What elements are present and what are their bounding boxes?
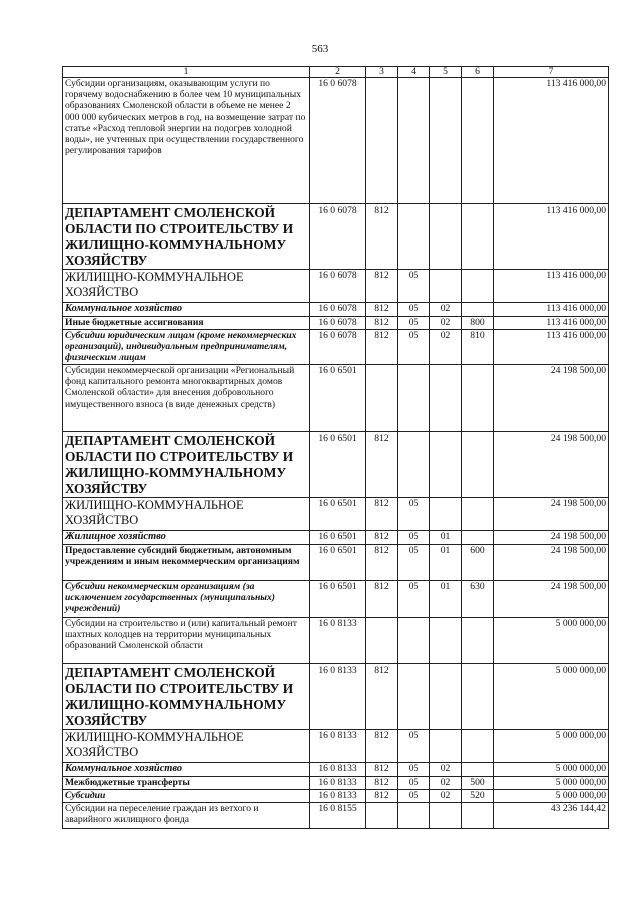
column-header-7: 7 bbox=[494, 67, 609, 78]
cell-rz: 05 bbox=[398, 763, 430, 777]
cell-name: Субсидии на строительство и (или) капитальный ремонт шахтных колодцев на территории муниципальных образований Смоленской области bbox=[63, 618, 310, 664]
cell-ved: 812 bbox=[366, 777, 398, 790]
table-row bbox=[63, 790, 609, 803]
cell-sum: 24 198 500,00 bbox=[494, 365, 609, 432]
cell-vr bbox=[462, 270, 494, 303]
table-row bbox=[63, 763, 609, 777]
cell-vr bbox=[462, 432, 494, 498]
cell-name: Межбюджетные трансферты bbox=[63, 777, 310, 790]
table-row bbox=[63, 204, 609, 270]
cell-name: ЖИЛИЩНО-КОММУНАЛЬНОЕ ХОЗЯЙСТВО bbox=[63, 730, 310, 763]
cell-ved: 812 bbox=[366, 581, 398, 618]
table-row bbox=[63, 803, 609, 829]
cell-code: 16 0 6078 bbox=[310, 330, 366, 365]
table-row bbox=[63, 78, 609, 204]
cell-pr: 01 bbox=[430, 581, 462, 618]
cell-code: 16 0 6501 bbox=[310, 432, 366, 498]
cell-ved: 812 bbox=[366, 303, 398, 317]
table-row bbox=[63, 777, 609, 790]
cell-vr bbox=[462, 78, 494, 204]
cell-vr bbox=[462, 803, 494, 829]
cell-rz bbox=[398, 618, 430, 664]
cell-sum: 24 198 500,00 bbox=[494, 545, 609, 581]
cell-code: 16 0 8133 bbox=[310, 664, 366, 730]
cell-ved: 812 bbox=[366, 498, 398, 531]
table-row bbox=[63, 317, 609, 330]
cell-code: 16 0 8133 bbox=[310, 790, 366, 803]
cell-name: Предоставление субсидий бюджетным, автономным учреждениям и иным некоммерческим организациям bbox=[63, 545, 310, 581]
cell-vr bbox=[462, 531, 494, 545]
cell-rz bbox=[398, 78, 430, 204]
cell-rz: 05 bbox=[398, 777, 430, 790]
table-row bbox=[63, 545, 609, 581]
cell-ved: 812 bbox=[366, 330, 398, 365]
page-number: 563 bbox=[311, 43, 329, 55]
cell-name: ЖИЛИЩНО-КОММУНАЛЬНОЕ ХОЗЯЙСТВО bbox=[63, 270, 310, 303]
table-row bbox=[63, 531, 609, 545]
cell-rz: 05 bbox=[398, 531, 430, 545]
cell-code: 16 0 6501 bbox=[310, 498, 366, 531]
cell-sum: 43 236 144,42 bbox=[494, 803, 609, 829]
cell-pr bbox=[430, 365, 462, 432]
cell-pr bbox=[430, 204, 462, 270]
column-header-5: 5 bbox=[430, 67, 462, 78]
cell-ved: 812 bbox=[366, 531, 398, 545]
cell-name: ДЕПАРТАМЕНТ СМОЛЕНСКОЙ ОБЛАСТИ ПО СТРОИТЕЛЬСТВУ И ЖИЛИЩНО-КОММУНАЛЬНОМУ ХОЗЯЙСТВУ bbox=[63, 432, 310, 498]
cell-pr: 02 bbox=[430, 777, 462, 790]
cell-vr: 500 bbox=[462, 777, 494, 790]
cell-sum: 5 000 000,00 bbox=[494, 618, 609, 664]
table-row bbox=[63, 581, 609, 618]
cell-name: Субсидии организациям, оказывающим услуги по горячему водоснабжению в более чем 10 муниципальных образованиях Смоленской области в объеме не менее 2 000 000 кубических метров в год, на возмещение затрат по статье «Расход тепловой энергии на подогрев холодной воды», не учтенных при осуществлении государственного регулирования тарифов bbox=[63, 78, 310, 204]
cell-name: ЖИЛИЩНО-КОММУНАЛЬНОЕ ХОЗЯЙСТВО bbox=[63, 498, 310, 531]
table-body bbox=[63, 78, 609, 829]
cell-sum: 5 000 000,00 bbox=[494, 730, 609, 763]
cell-ved: 812 bbox=[366, 270, 398, 303]
cell-code: 16 0 8155 bbox=[310, 803, 366, 829]
cell-pr bbox=[430, 78, 462, 204]
cell-pr: 02 bbox=[430, 317, 462, 330]
cell-pr bbox=[430, 618, 462, 664]
cell-name: Субсидии на переселение граждан из ветхого и аварийного жилищного фонда bbox=[63, 803, 310, 829]
cell-pr bbox=[430, 498, 462, 531]
cell-name: Коммунальное хозяйство bbox=[63, 303, 310, 317]
cell-rz: 05 bbox=[398, 303, 430, 317]
cell-vr bbox=[462, 730, 494, 763]
column-header-1: 1 bbox=[63, 67, 310, 78]
table-row bbox=[63, 270, 609, 303]
cell-rz: 05 bbox=[398, 790, 430, 803]
cell-sum: 113 416 000,00 bbox=[494, 204, 609, 270]
cell-rz: 05 bbox=[398, 317, 430, 330]
cell-sum: 113 416 000,00 bbox=[494, 303, 609, 317]
cell-ved: 812 bbox=[366, 432, 398, 498]
cell-ved bbox=[366, 803, 398, 829]
cell-ved: 812 bbox=[366, 317, 398, 330]
cell-rz: 05 bbox=[398, 330, 430, 365]
table-row bbox=[63, 664, 609, 730]
cell-pr: 02 bbox=[430, 763, 462, 777]
table-row bbox=[63, 330, 609, 365]
cell-ved: 812 bbox=[366, 730, 398, 763]
cell-vr bbox=[462, 303, 494, 317]
cell-rz bbox=[398, 803, 430, 829]
cell-pr: 01 bbox=[430, 531, 462, 545]
cell-sum: 24 198 500,00 bbox=[494, 581, 609, 618]
cell-name: Иные бюджетные ассигнования bbox=[63, 317, 310, 330]
cell-vr bbox=[462, 204, 494, 270]
cell-pr: 02 bbox=[430, 330, 462, 365]
table-row bbox=[63, 432, 609, 498]
cell-rz bbox=[398, 365, 430, 432]
cell-name: Жилищное хозяйство bbox=[63, 531, 310, 545]
cell-sum: 5 000 000,00 bbox=[494, 763, 609, 777]
cell-pr bbox=[430, 664, 462, 730]
cell-vr bbox=[462, 664, 494, 730]
column-header-3: 3 bbox=[366, 67, 398, 78]
cell-ved: 812 bbox=[366, 790, 398, 803]
cell-sum: 24 198 500,00 bbox=[494, 531, 609, 545]
cell-code: 16 0 6078 bbox=[310, 204, 366, 270]
cell-sum: 113 416 000,00 bbox=[494, 78, 609, 204]
cell-vr: 800 bbox=[462, 317, 494, 330]
cell-sum: 24 198 500,00 bbox=[494, 498, 609, 531]
cell-ved bbox=[366, 78, 398, 204]
cell-rz: 05 bbox=[398, 581, 430, 618]
cell-sum: 5 000 000,00 bbox=[494, 777, 609, 790]
cell-vr bbox=[462, 763, 494, 777]
table-row bbox=[63, 618, 609, 664]
cell-code: 16 0 6501 bbox=[310, 365, 366, 432]
budget-table bbox=[62, 66, 609, 829]
cell-vr: 520 bbox=[462, 790, 494, 803]
column-header-2: 2 bbox=[310, 67, 366, 78]
cell-sum: 24 198 500,00 bbox=[494, 432, 609, 498]
cell-vr bbox=[462, 365, 494, 432]
cell-name: Субсидии bbox=[63, 790, 310, 803]
cell-name: ДЕПАРТАМЕНТ СМОЛЕНСКОЙ ОБЛАСТИ ПО СТРОИТЕЛЬСТВУ И ЖИЛИЩНО-КОММУНАЛЬНОМУ ХОЗЯЙСТВУ bbox=[63, 664, 310, 730]
cell-vr: 630 bbox=[462, 581, 494, 618]
cell-name: Коммунальное хозяйство bbox=[63, 763, 310, 777]
table-row bbox=[63, 365, 609, 432]
cell-ved: 812 bbox=[366, 664, 398, 730]
cell-rz: 05 bbox=[398, 730, 430, 763]
table-row bbox=[63, 498, 609, 531]
cell-sum: 5 000 000,00 bbox=[494, 664, 609, 730]
cell-name: Субсидии юридическим лицам (кроме некоммерческих организаций), индивидуальным предпринимателям, физическим лицам bbox=[63, 330, 310, 365]
cell-pr bbox=[430, 270, 462, 303]
cell-rz: 05 bbox=[398, 270, 430, 303]
cell-code: 16 0 8133 bbox=[310, 763, 366, 777]
cell-code: 16 0 6501 bbox=[310, 531, 366, 545]
column-header-6: 6 bbox=[462, 67, 494, 78]
cell-code: 16 0 6501 bbox=[310, 581, 366, 618]
cell-sum: 113 416 000,00 bbox=[494, 270, 609, 303]
cell-code: 16 0 6078 bbox=[310, 303, 366, 317]
cell-rz bbox=[398, 204, 430, 270]
cell-name: ДЕПАРТАМЕНТ СМОЛЕНСКОЙ ОБЛАСТИ ПО СТРОИТЕЛЬСТВУ И ЖИЛИЩНО-КОММУНАЛЬНОМУ ХОЗЯЙСТВУ bbox=[63, 204, 310, 270]
cell-pr: 02 bbox=[430, 790, 462, 803]
cell-rz: 05 bbox=[398, 545, 430, 581]
cell-ved: 812 bbox=[366, 763, 398, 777]
column-header-4: 4 bbox=[398, 67, 430, 78]
cell-code: 16 0 6078 bbox=[310, 270, 366, 303]
table-row bbox=[63, 730, 609, 763]
table-row bbox=[63, 303, 609, 317]
cell-ved: 812 bbox=[366, 545, 398, 581]
cell-rz bbox=[398, 664, 430, 730]
cell-pr: 02 bbox=[430, 303, 462, 317]
cell-name: Субсидии некоммерческим организациям (за исключением государственных (муниципальных) учреждений) bbox=[63, 581, 310, 618]
cell-vr bbox=[462, 498, 494, 531]
table-header-row bbox=[63, 67, 609, 78]
cell-rz bbox=[398, 432, 430, 498]
cell-pr bbox=[430, 432, 462, 498]
cell-ved: 812 bbox=[366, 204, 398, 270]
cell-code: 16 0 6078 bbox=[310, 317, 366, 330]
cell-vr bbox=[462, 618, 494, 664]
cell-vr: 600 bbox=[462, 545, 494, 581]
cell-pr bbox=[430, 803, 462, 829]
cell-code: 16 0 8133 bbox=[310, 730, 366, 763]
cell-pr bbox=[430, 730, 462, 763]
cell-code: 16 0 6078 bbox=[310, 78, 366, 204]
cell-sum: 113 416 000,00 bbox=[494, 330, 609, 365]
cell-code: 16 0 8133 bbox=[310, 777, 366, 790]
cell-name: Субсидии некоммерческой организации «Региональный фонд капитального ремонта многоквартирных домов Смоленской области» для внесения добровольного имущественного взноса (в виде денежных средств) bbox=[63, 365, 310, 432]
cell-rz: 05 bbox=[398, 498, 430, 531]
cell-code: 16 0 6501 bbox=[310, 545, 366, 581]
cell-sum: 5 000 000,00 bbox=[494, 790, 609, 803]
cell-sum: 113 416 000,00 bbox=[494, 317, 609, 330]
cell-ved bbox=[366, 365, 398, 432]
cell-pr: 01 bbox=[430, 545, 462, 581]
cell-vr: 810 bbox=[462, 330, 494, 365]
cell-ved bbox=[366, 618, 398, 664]
cell-code: 16 0 8133 bbox=[310, 618, 366, 664]
